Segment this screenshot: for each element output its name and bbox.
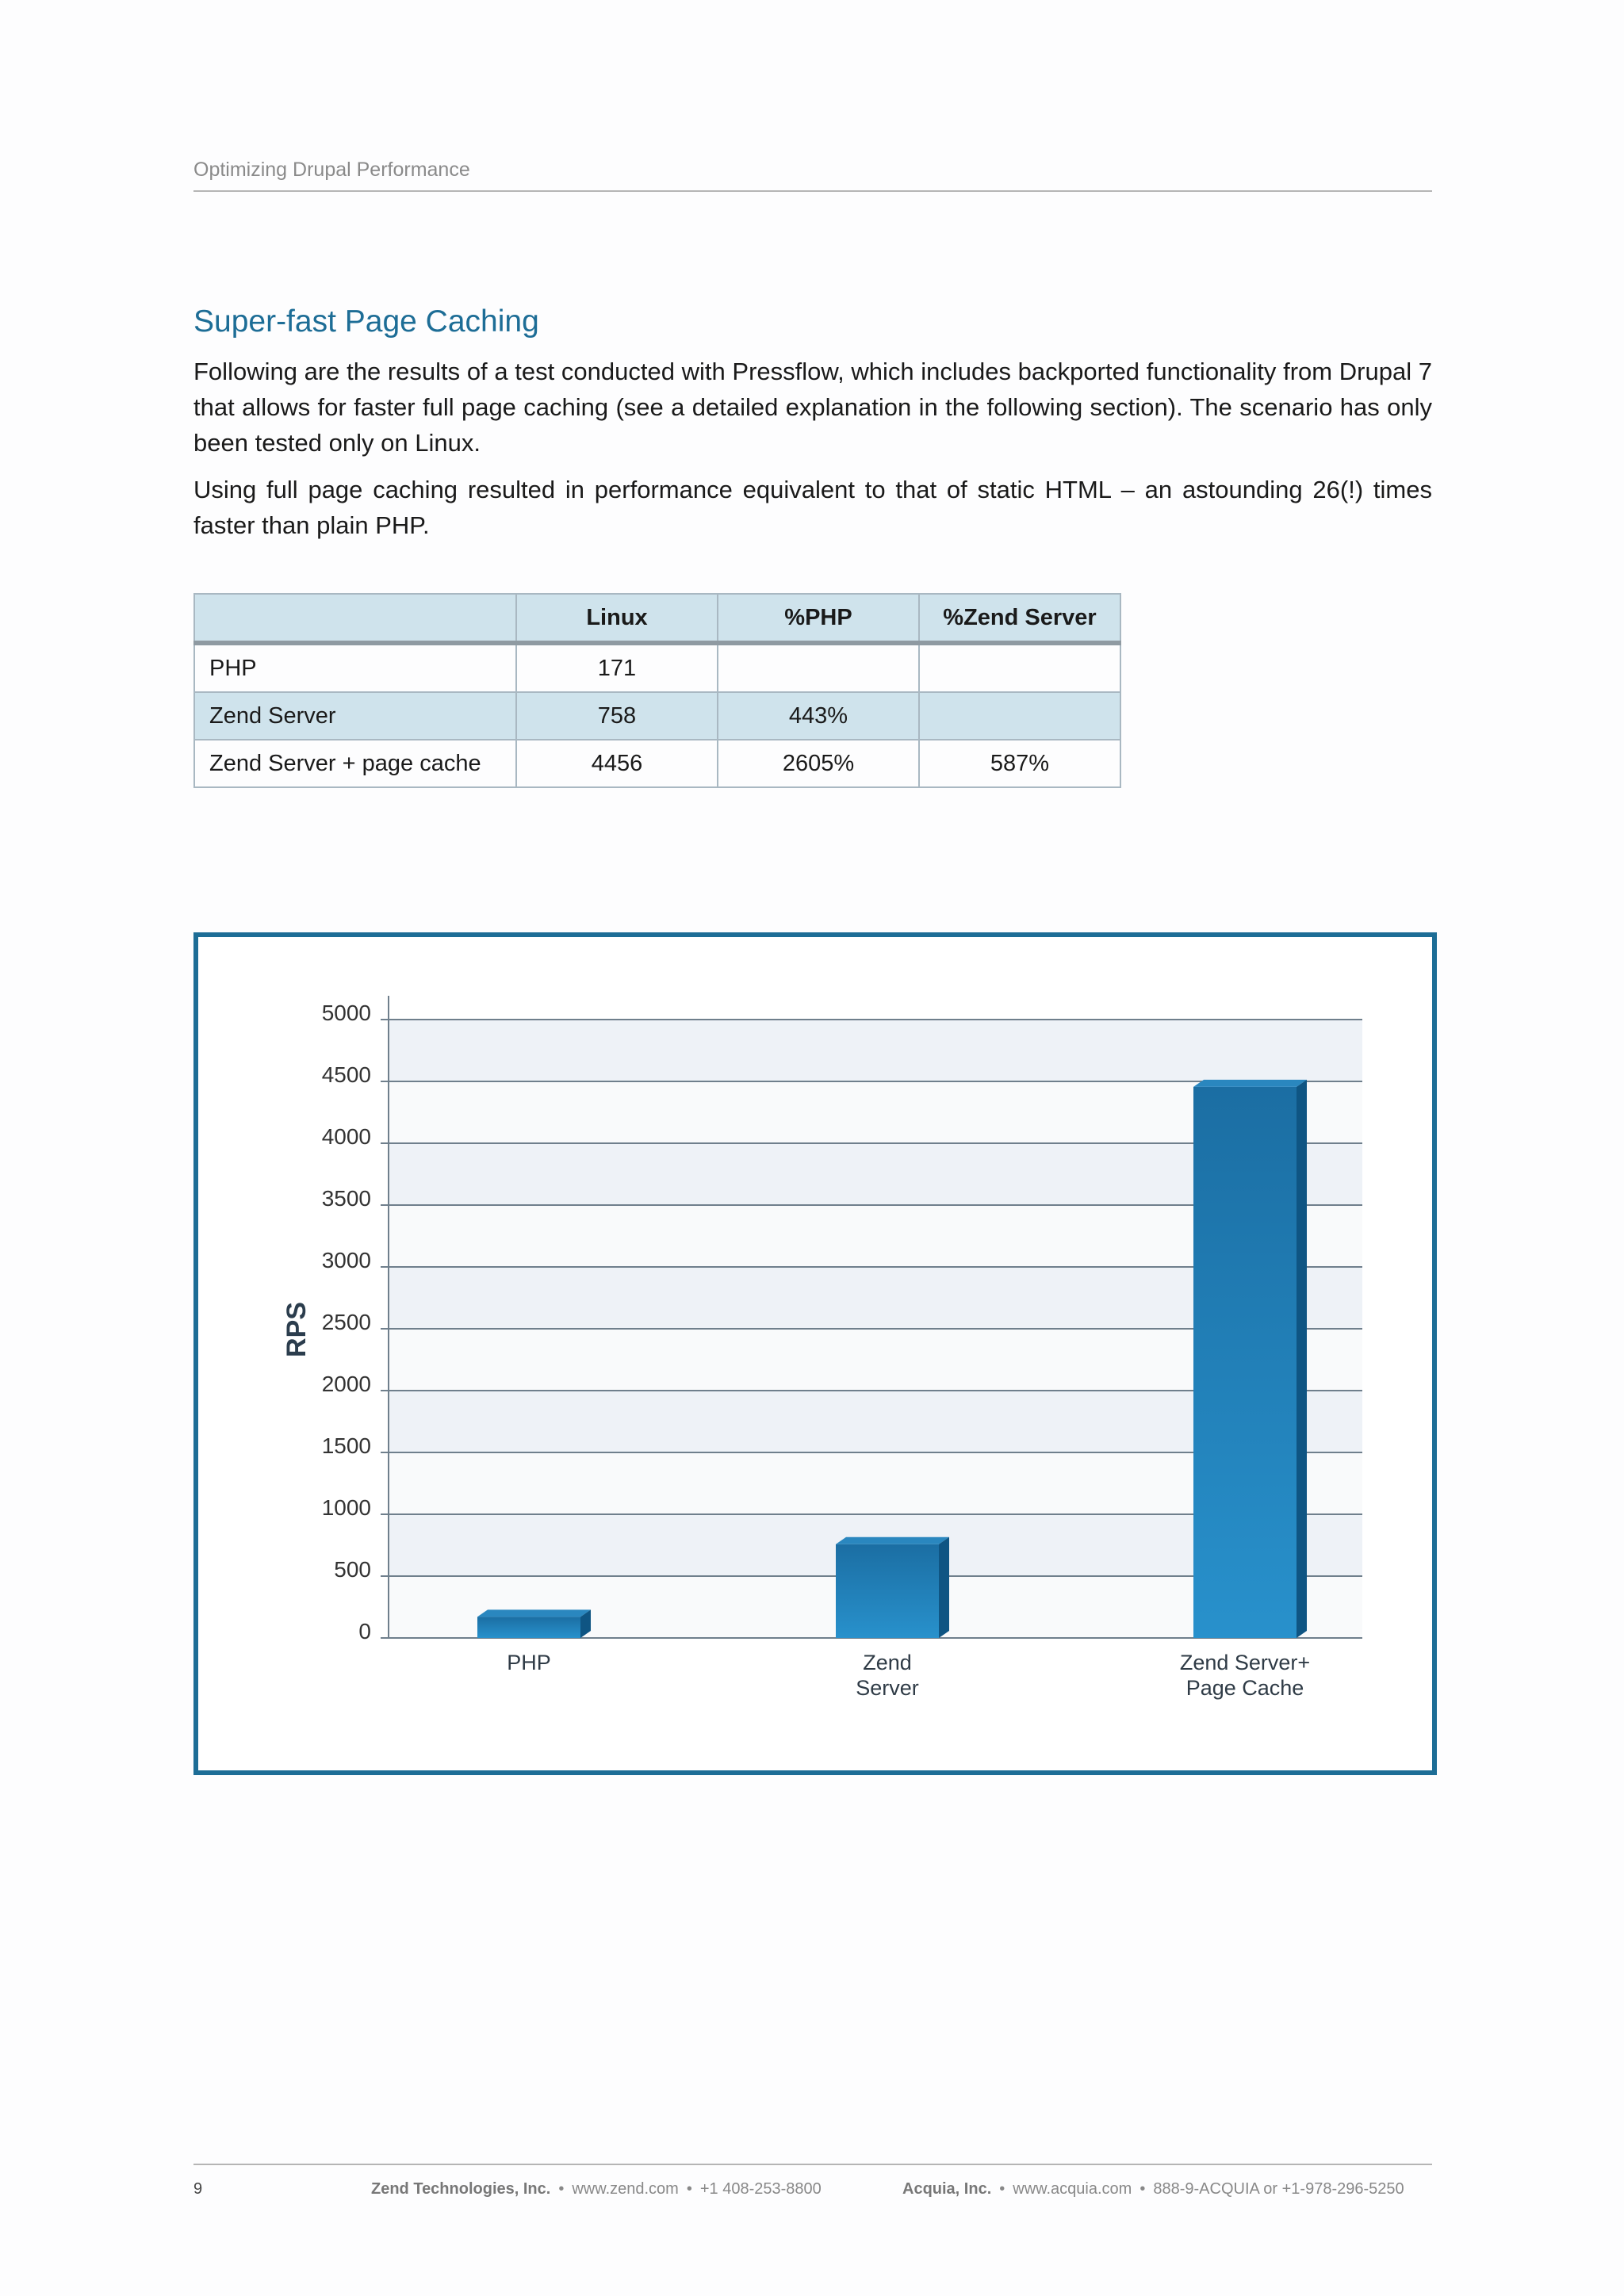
results-table: [193, 593, 1121, 788]
footer-acquia: Acquia, Inc. • www.acquia.com • 888-9-ACQUIA or +1-978-296-5250: [902, 2180, 1404, 2198]
row-label: Zend Server + page cache: [194, 740, 516, 787]
cell-linux: 758: [516, 692, 718, 740]
footer-zend: Zend Technologies, Inc. • www.zend.com • +1 408-253-8800: [371, 2180, 822, 2198]
y-tick-label: 0: [358, 1619, 371, 1644]
acquia-url-link[interactable]: www.acquia.com: [1013, 2180, 1132, 2198]
paragraph-intro: Following are the results of a test conducted with Pressflow, which includes backported functionality from Drupal 7 that allows for faster full page caching (see a detailed explanation in the following section). The scenario has only been tested only on Linux.: [193, 358, 1432, 457]
y-tick-label: 4000: [321, 1124, 371, 1149]
header-cell-php-pct: %PHP: [718, 594, 919, 643]
x-tick-label: Zend Server+: [1179, 1651, 1311, 1674]
table-header-row: [194, 594, 1120, 643]
y-tick-label: 500: [334, 1557, 371, 1582]
acquia-company: Acquia, Inc.: [902, 2180, 992, 2198]
cell-zend-pct: 587%: [919, 740, 1120, 787]
bar-top-face: [477, 1609, 591, 1617]
bar-top-face: [1193, 1080, 1307, 1087]
cell-linux: 171: [516, 643, 718, 692]
y-tick-label: 3500: [321, 1186, 371, 1211]
bar: [836, 1544, 939, 1638]
cell-php-pct: 2605%: [718, 740, 919, 787]
y-axis-label: RPS: [282, 1302, 312, 1357]
y-tick-label: 4500: [321, 1062, 371, 1087]
cell-zend-pct: [919, 643, 1120, 692]
zend-phone: +1 408-253-8800: [699, 2180, 822, 2198]
footer-divider: [193, 2164, 1432, 2165]
header-cell-zend-pct: %Zend Server: [919, 594, 1120, 643]
section-title: Super-fast Page Caching: [193, 304, 539, 339]
page-number: 9: [193, 2180, 203, 2198]
y-tick-label: 5000: [321, 1001, 371, 1025]
cell-php-pct: 443%: [718, 692, 919, 740]
rps-bar-chart: [198, 937, 1432, 1770]
cell-linux: 4456: [516, 740, 718, 787]
table-row: [194, 740, 1120, 787]
y-tick-label: 2000: [321, 1372, 371, 1396]
bar-side-face: [939, 1537, 949, 1638]
running-head: Optimizing Drupal Performance: [193, 159, 470, 181]
header-divider: [193, 190, 1432, 192]
acquia-phone: 888-9-ACQUIA or +1-978-296-5250: [1153, 2180, 1404, 2198]
zend-company: Zend Technologies, Inc.: [371, 2180, 551, 2198]
cell-php-pct: [718, 643, 919, 692]
table-row: [194, 692, 1120, 740]
row-label: Zend Server: [194, 692, 516, 740]
row-label: PHP: [194, 643, 516, 692]
x-tick-label: Server: [856, 1676, 919, 1700]
bar-side-face: [1297, 1080, 1307, 1638]
header-cell-linux: Linux: [516, 594, 718, 643]
paragraph-summary: Using full page caching resulted in performance equivalent to that of static HTML – an astounding 26(!) times faster than plain PHP.: [193, 476, 1432, 539]
x-tick-label: Zend: [863, 1651, 912, 1674]
x-tick-label: Page Cache: [1185, 1676, 1304, 1700]
y-tick-label: 3000: [321, 1248, 371, 1272]
grid-band: [389, 1020, 1362, 1081]
header-cell-empty: [194, 594, 516, 643]
y-tick-label: 1500: [321, 1433, 371, 1458]
bar-top-face: [836, 1537, 949, 1544]
cell-zend-pct: [919, 692, 1120, 740]
bar: [1193, 1087, 1297, 1638]
x-tick-label: PHP: [507, 1651, 551, 1674]
y-tick-label: 1000: [321, 1495, 371, 1520]
zend-url-link[interactable]: www.zend.com: [572, 2180, 679, 2198]
table-row: [194, 643, 1120, 692]
bar: [477, 1617, 580, 1638]
y-tick-label: 2500: [321, 1310, 371, 1334]
chart-frame: [193, 932, 1437, 1775]
